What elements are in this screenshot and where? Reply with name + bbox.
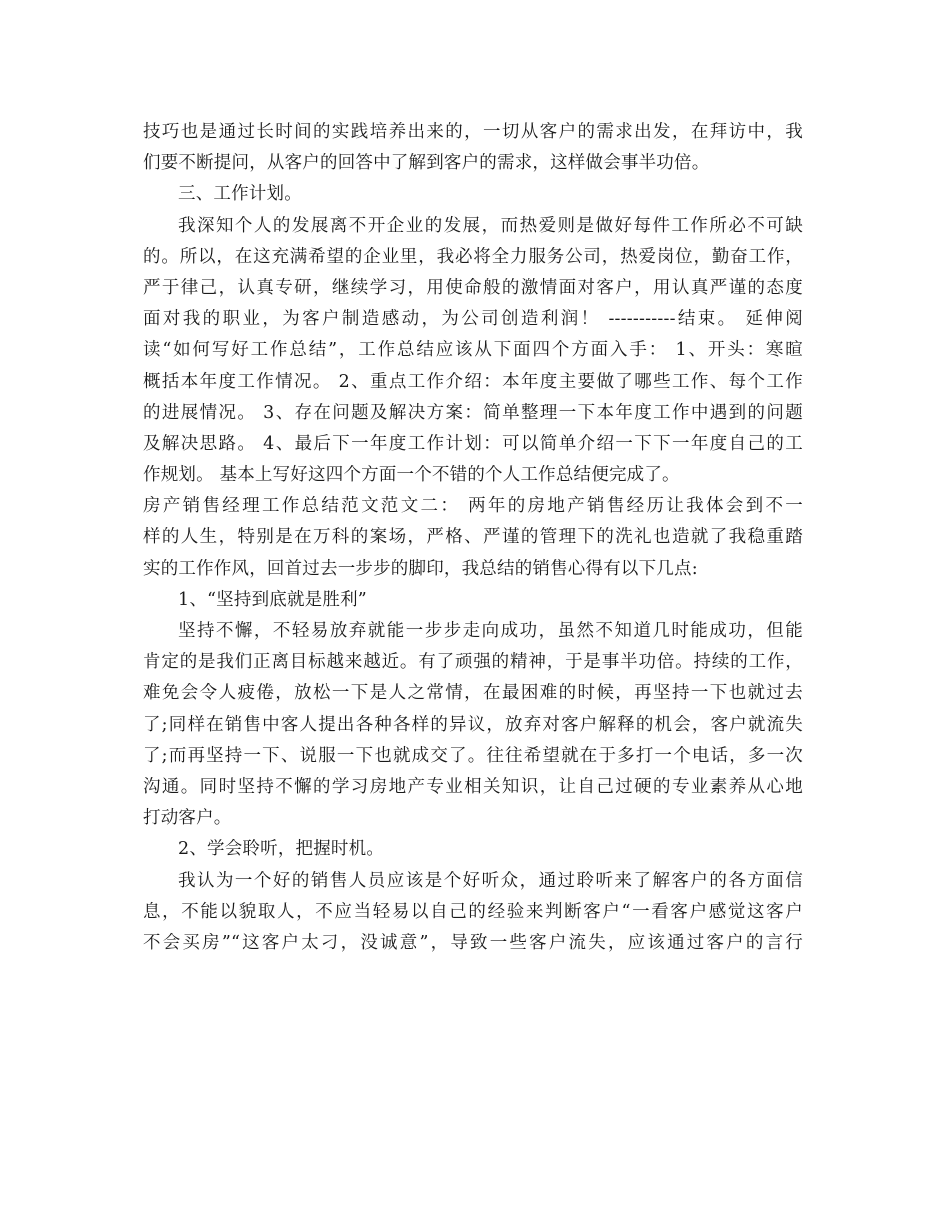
paragraph-line: 的进展情况。 3、存在问题及解决方案：简单整理一下本年度工作中遇到的问题 bbox=[143, 402, 803, 423]
paragraph-line: 严于律己，认真专研，继续学习，用使命般的激情面对客户，用认真严谨的态度 bbox=[143, 277, 803, 298]
paragraph-line: 肯定的是我们正离目标越来越近。有了顽强的精神，于是事半功倍。持续的工作， bbox=[143, 652, 803, 673]
paragraph-line: 难免会令人疲倦，放松一下是人之常情，在最困难的时候，再坚持一下也就过去 bbox=[143, 683, 803, 704]
paragraph-line: 了;而再坚持一下、说服一下也就成交了。往往希望就在于多打一个电话，多一次 bbox=[143, 745, 803, 766]
paragraph-line: 息，不能以貌取人，不应当轻易以自己的经验来判断客户“一看客户感觉这客户 bbox=[143, 901, 803, 922]
paragraph-line: 房产销售经理工作总结范文范文二： 两年的房地产销售经历让我体会到不一 bbox=[143, 496, 803, 517]
paragraph-line: 面对我的职业，为客户制造感动，为公司创造利润！ -----------结束。 延伸阅 bbox=[143, 309, 803, 330]
paragraph-line: 作规划。 基本上写好这四个方面一个不错的个人工作总结便完成了。 bbox=[143, 465, 680, 486]
paragraph-line: 实的工作作风，回首过去一步步的脚印，我总结的销售心得有以下几点: bbox=[143, 558, 698, 579]
paragraph-line: 及解决思路。 4、最后下一年度工作计划：可以简单介绍一下下一年度自己的工 bbox=[143, 433, 803, 454]
paragraph-line: 概括本年度工作情况。 2、重点工作介绍：本年度主要做了哪些工作、每个工作 bbox=[143, 371, 803, 392]
paragraph-line: 我深知个人的发展离不开企业的发展，而热爱则是做好每件工作所必不可缺 bbox=[178, 215, 803, 236]
section-heading: 2、学会聆听，把握时机。 bbox=[178, 839, 385, 860]
paragraph-line: 的。所以，在这充满希望的企业里，我必将全力服务公司，热爱岗位，勤奋工作， bbox=[143, 246, 803, 267]
section-heading: 三、工作计划。 bbox=[178, 184, 302, 205]
paragraph-line: 们要不断提问，从客户的回答中了解到客户的需求，这样做会事半功倍。 bbox=[143, 153, 710, 174]
paragraph-line: 了;同样在销售中客人提出各种各样的异议，放弃对客户解释的机会，客户就流失 bbox=[143, 714, 803, 735]
paragraph-line: 打动客户。 bbox=[143, 808, 232, 829]
document-page bbox=[143, 117, 803, 959]
paragraph-line: 不会买房”“这客户太刁，没诚意”，导致一些客户流失，应该通过客户的言行 bbox=[143, 932, 803, 953]
paragraph-line: 沟通。同时坚持不懈的学习房地产专业相关知识，让自己过硬的专业素养从心地 bbox=[143, 776, 803, 797]
section-heading: 1、“坚持到底就是胜利” bbox=[178, 589, 367, 610]
paragraph-line: 坚持不懈，不轻易放弃就能一步步走向成功，虽然不知道几时能成功，但能 bbox=[178, 621, 803, 641]
paragraph-line: 样的人生，特别是在万科的案场，严格、严谨的管理下的洗礼也造就了我稳重踏 bbox=[143, 527, 803, 548]
paragraph-line: 我认为一个好的销售人员应该是个好听众，通过聆听来了解客户的各方面信 bbox=[178, 870, 803, 891]
paragraph-line: 技巧也是通过长时间的实践培养出来的，一切从客户的需求出发，在拜访中，我 bbox=[143, 122, 803, 142]
paragraph-line: 读“如何写好工作总结”，工作总结应该从下面四个方面入手： 1、开头：寒暄 bbox=[143, 340, 803, 361]
